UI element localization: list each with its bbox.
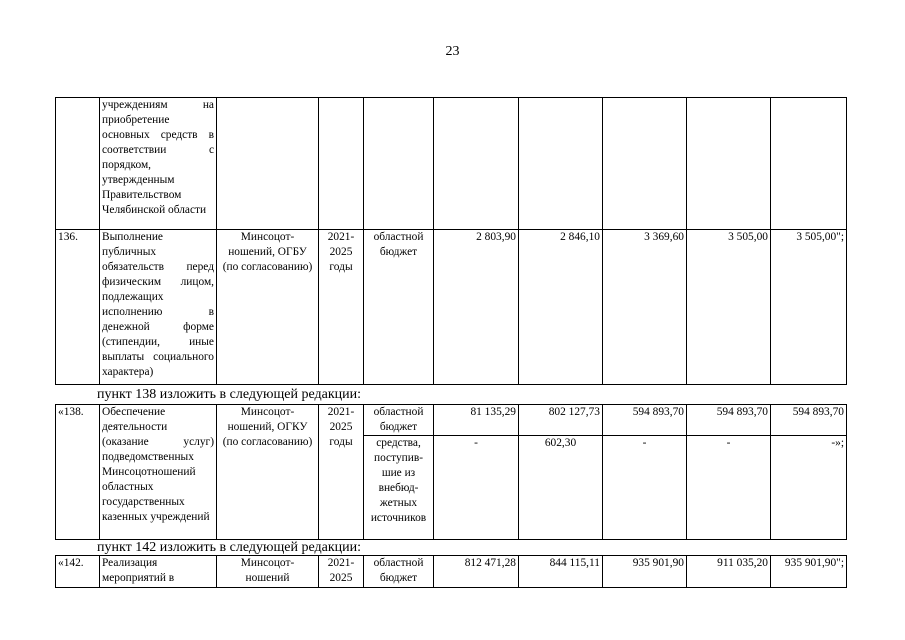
years-cell xyxy=(319,98,364,230)
source-cell xyxy=(364,98,434,230)
funding-source: средства, поступив-шие из внебюд-жетных источников xyxy=(364,436,434,540)
table-row xyxy=(56,556,847,588)
value-2024: 594 893,70 xyxy=(687,405,771,436)
years: 2021-2025 годы xyxy=(319,230,364,385)
value-2024: - xyxy=(687,436,771,540)
value-2023: 594 893,70 xyxy=(603,405,687,436)
value-2021: - xyxy=(434,436,519,540)
table-row xyxy=(56,405,847,436)
table-row xyxy=(56,98,847,230)
measure-description: Выполнение публичных обязательств перед физическим лицом, подлежащих исполнению в денежной форме (стипендии, иные выплаты социального характера) xyxy=(100,230,217,385)
amendment-text-142: пункт 142 изложить в следующей редакции: xyxy=(97,540,361,555)
value-2024: 3 505,00 xyxy=(687,230,771,385)
value-2025: 594 893,70 xyxy=(771,405,847,436)
table-continuation xyxy=(55,97,847,385)
table-item-142 xyxy=(55,555,847,588)
value-2025: 3 505,00"; xyxy=(771,230,847,385)
page-number: 23 xyxy=(445,44,460,59)
funding-source: областной бюджет xyxy=(364,405,434,436)
table-row xyxy=(56,230,847,385)
value-2022: 802 127,73 xyxy=(519,405,603,436)
years: 2021-2025 годы xyxy=(319,405,364,540)
value-2022: 2 846,10 xyxy=(519,230,603,385)
executor-cell xyxy=(217,98,319,230)
row-number: 136. xyxy=(56,230,100,385)
value-2023: - xyxy=(603,436,687,540)
value-cell xyxy=(687,98,771,230)
table-item-138 xyxy=(55,404,847,540)
value-cell xyxy=(771,98,847,230)
value-2021: 2 803,90 xyxy=(434,230,519,385)
value-cell xyxy=(603,98,687,230)
executor: Минсоцот-ношений, ОГБУ (по согласованию) xyxy=(217,230,319,385)
value-2025: -»; xyxy=(771,436,847,540)
value-2024: 911 035,20 xyxy=(687,556,771,588)
funding-source: областной бюджет xyxy=(364,230,434,385)
amendment-text-138: пункт 138 изложить в следующей редакции: xyxy=(97,387,361,402)
value-2023: 3 369,60 xyxy=(603,230,687,385)
value-2021: 81 135,29 xyxy=(434,405,519,436)
value-2022: 844 115,11 xyxy=(519,556,603,588)
value-2023: 935 901,90 xyxy=(603,556,687,588)
value-2022: 602,30 xyxy=(519,436,603,540)
value-2021: 812 471,28 xyxy=(434,556,519,588)
measure-description: учреждениям на приобретение основных средств в соответствии с порядком, утвержденным Правительством Челябинской области xyxy=(100,98,217,230)
years: 2021-2025 xyxy=(319,556,364,588)
value-2025: 935 901,90"; xyxy=(771,556,847,588)
executor: Минсоцот-ношений, ОГКУ (по согласованию) xyxy=(217,405,319,540)
row-number: «142. xyxy=(56,556,100,588)
funding-source: областной бюджет xyxy=(364,556,434,588)
row-number xyxy=(56,98,100,230)
row-number: «138. xyxy=(56,405,100,540)
measure-description: Реализация мероприятий в xyxy=(100,556,217,588)
value-cell xyxy=(519,98,603,230)
measure-description: Обеспечение деятельности (оказание услуг) подведомственных Минсоцотношений областных государственных казенных учреждений xyxy=(100,405,217,540)
value-cell xyxy=(434,98,519,230)
executor: Минсоцот-ношений xyxy=(217,556,319,588)
